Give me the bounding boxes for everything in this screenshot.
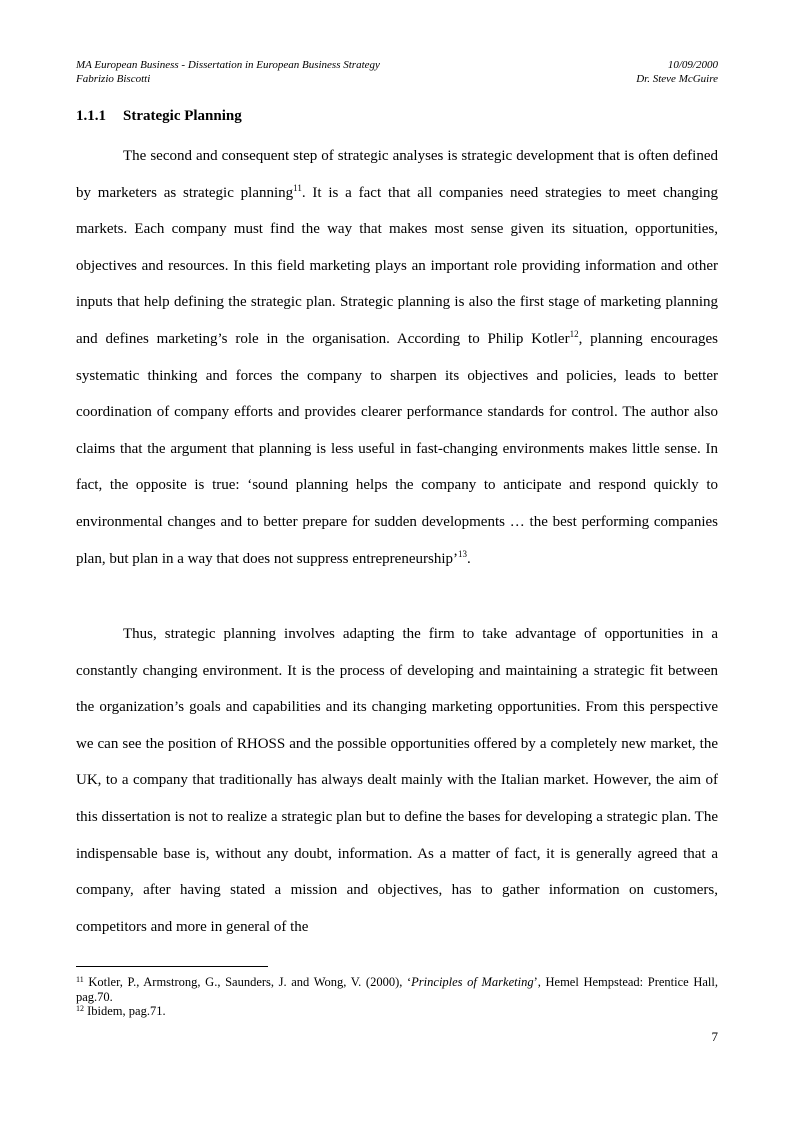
footnote-text: Kotler, P., Armstrong, G., Saunders, J. and Wong, V. (2000), ‘: [83, 975, 412, 989]
footnote-book-title: Principles of Marketing: [411, 975, 534, 989]
page-number: 7: [711, 1029, 718, 1044]
header-author: Fabrizio Biscotti: [76, 73, 151, 85]
footnote-12: [76, 1004, 718, 1019]
footnote-ref-12: 12: [569, 328, 579, 339]
section-title: Strategic Planning: [123, 108, 242, 124]
footnote-ref-11: 11: [293, 182, 302, 193]
paragraph1-text-3: , planning encourages systematic thinking and forces the company to sharpen its objectives and policies, leads to better coordination of company efforts and provides clearer performance standards for control. The author also claims that the argument that planning is less useful in fast-changing environments makes little sense. In fact, the opposite is true: ‘sound planning helps the company to anticipate and respond quickly to environmental changes and to better prepare for sudden developments … the best performing companies plan, but plan in a way that does not suppress entrepreneurship’: [76, 330, 718, 567]
section-number: 1.1.1: [76, 108, 106, 124]
footnote-number: 12: [76, 1004, 84, 1013]
footnote-number: 11: [76, 975, 84, 984]
header-course-title: MA European Business - Dissertation in European Business Strategy: [76, 59, 380, 71]
footnote-11: [76, 975, 718, 1004]
paragraph1-text-4: .: [467, 550, 471, 567]
section-heading: [76, 106, 242, 126]
header-date: 10/09/2000: [667, 59, 718, 71]
body-paragraph-2: Thus, strategic planning involves adapting the firm to take advantage of opportunities in a constantly changing environment. It is the process of developing and maintaining a strategic fit between the organization’s goals and capabilities and its changing marketing opportunities. From this perspective we can see the position of RHOSS and the possible opportunities offered by a completely new market, the UK, to a company that traditionally has always dealt mainly with the Italian market. However, the aim of this dissertation is not to realize a strategic plan but to define the bases for developing a strategic plan. The indispensable base is, without any doubt, information. As a matter of fact, it is generally agreed that a company, after having stated a mission and objectives, has to gather information on customers, competitors and more in general of the: [76, 626, 718, 935]
header-supervisor: Dr. Steve McGuire: [636, 73, 718, 85]
body-paragraph-1: [76, 138, 718, 577]
footnote-ref-13: 13: [458, 548, 467, 559]
paragraph1-text-1: The second and consequent step of strategic analyses is strategic development that is often defined by marketers as strategic planning: [76, 148, 718, 201]
footnote-text: ’, Hemel Hempstead: Prentice Hall, pag.70.: [76, 975, 718, 1004]
paragraph1-text-2: . It is a fact that all companies need strategies to meet changing markets. Each company must find the way that makes most sense given its situation, opportunities, objectives and resources. In this field marketing plays an important role providing information and other inputs that help defining the strategic plan. Strategic planning is also the first stage of marketing planning and defines marketing’s role in the organisation. According to Philip Kotler: [76, 184, 718, 347]
footnote-text: Ibidem, pag.71.: [84, 1004, 166, 1018]
footnote-separator: [76, 966, 268, 967]
